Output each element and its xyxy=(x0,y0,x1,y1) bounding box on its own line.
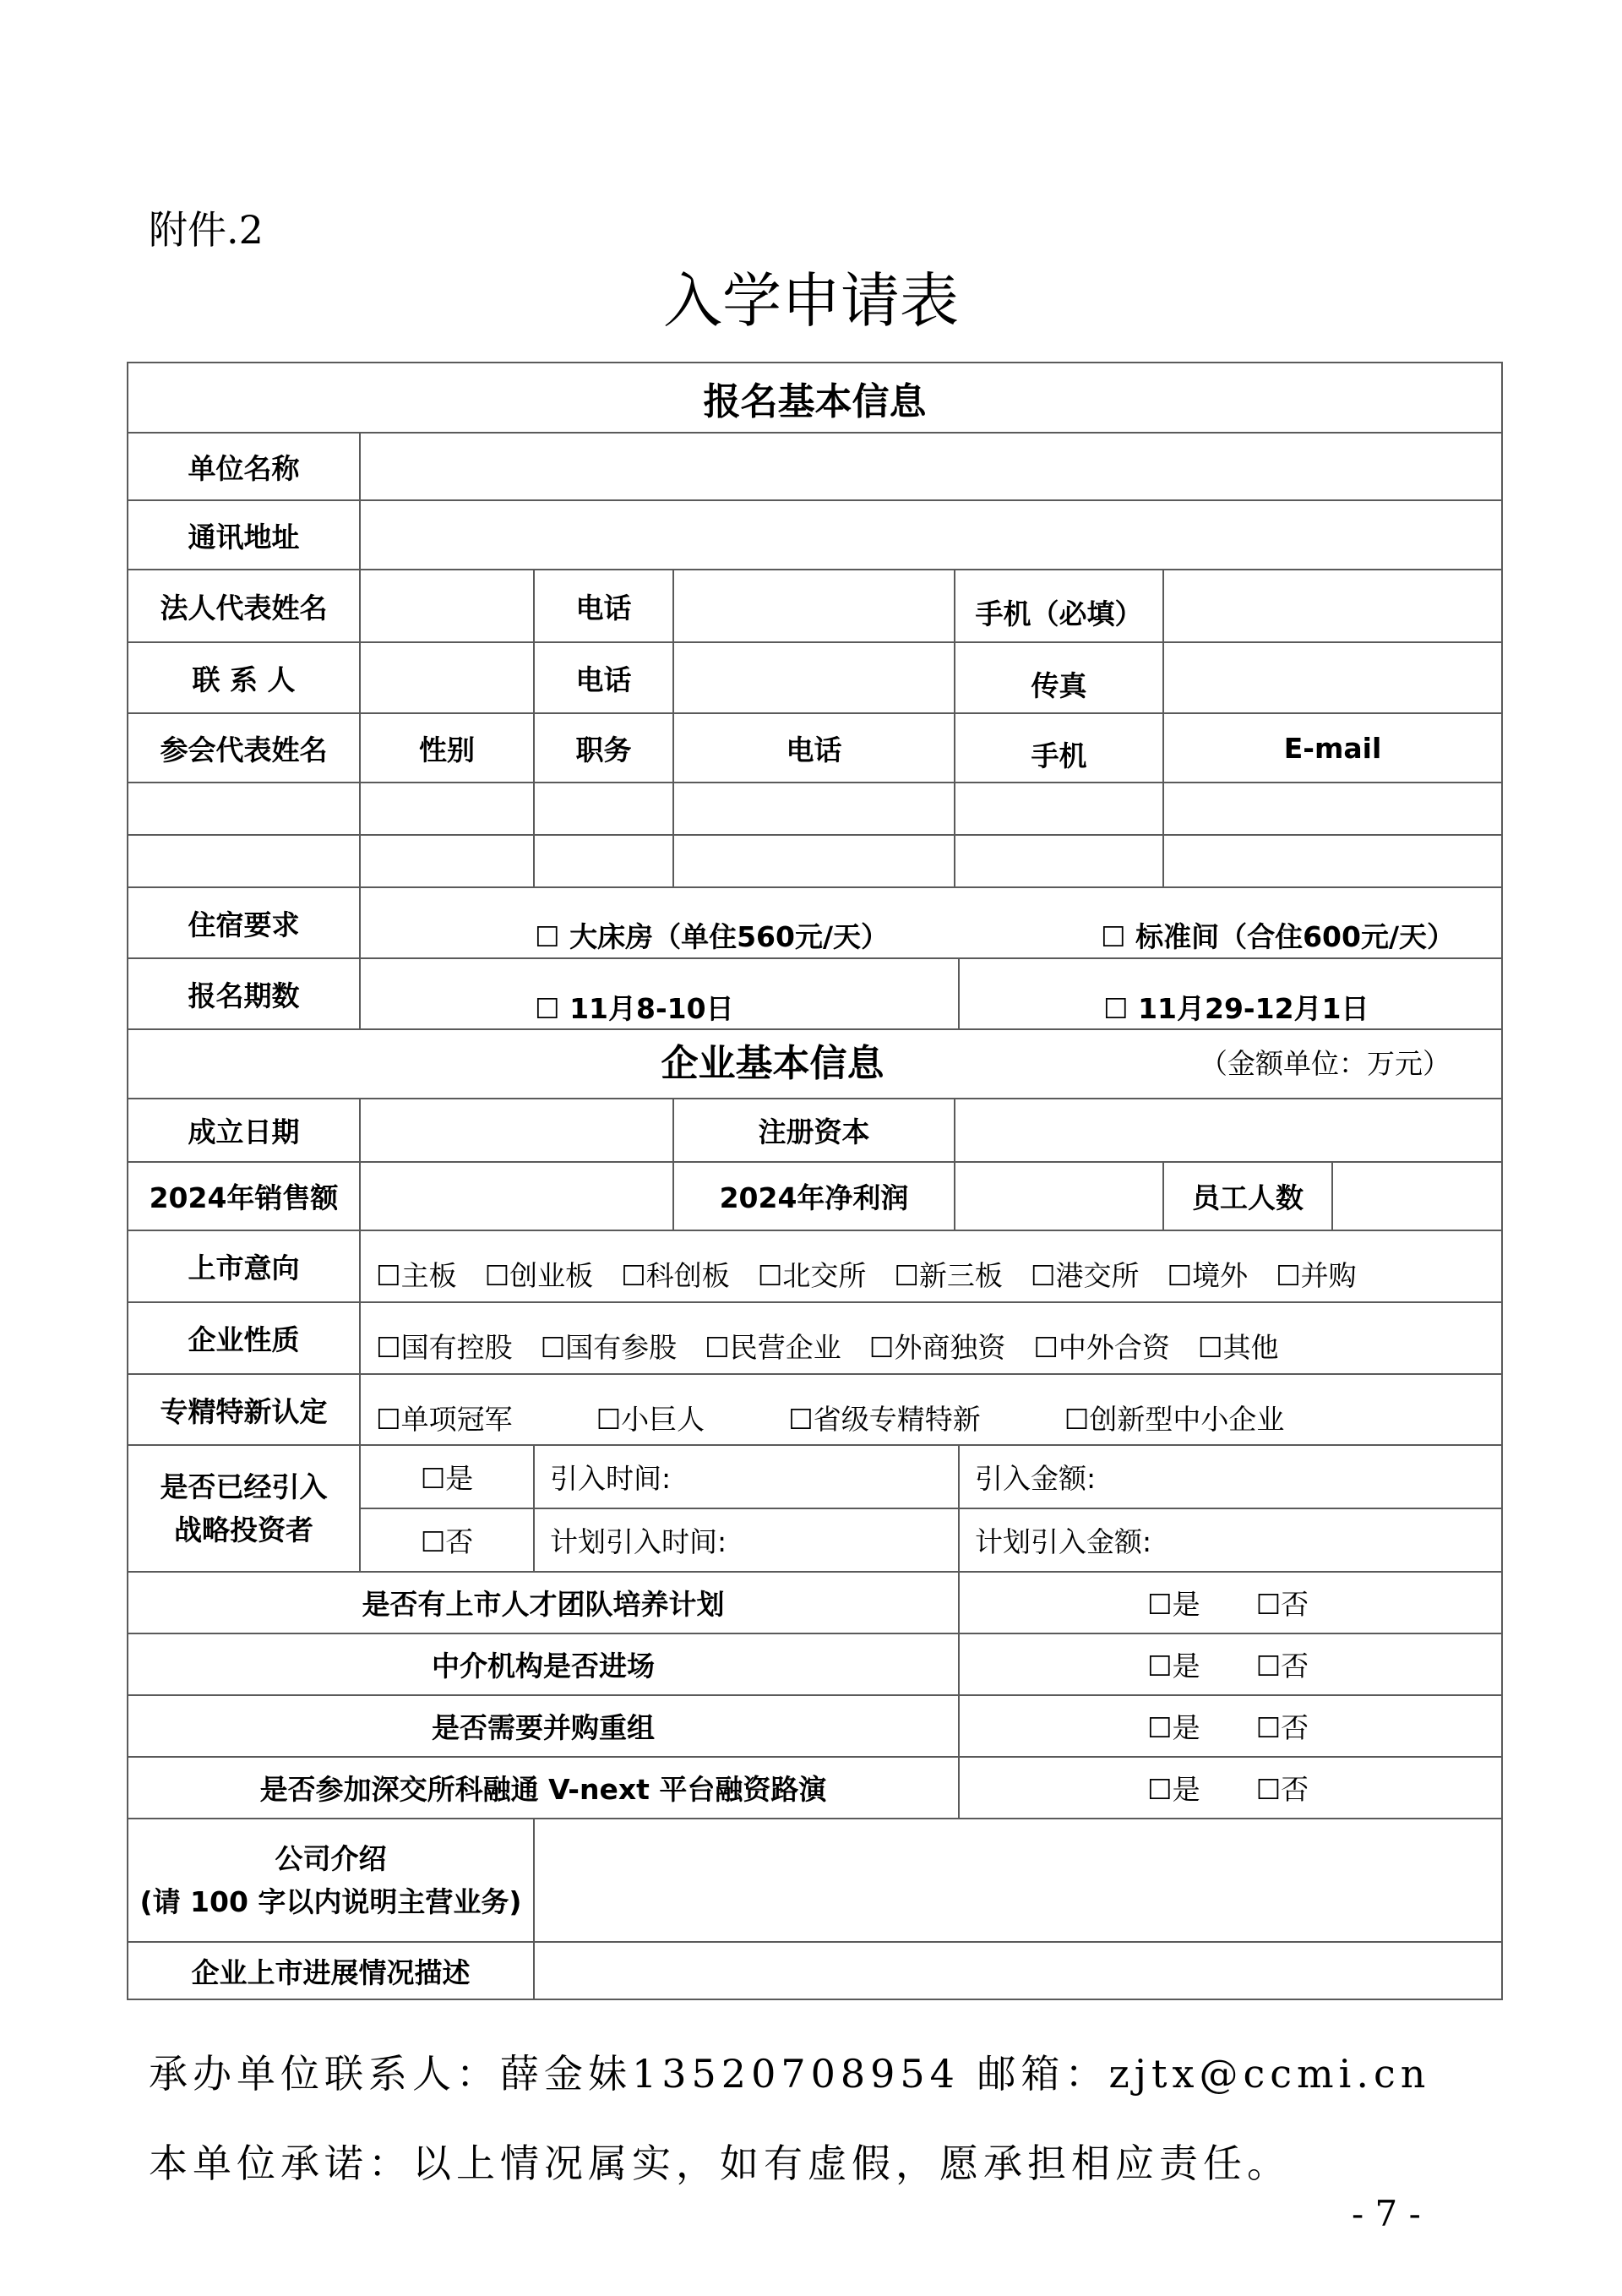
input-unit-name[interactable] xyxy=(360,433,1502,500)
attendee-row-2-name[interactable] xyxy=(128,835,360,887)
option-standard-room[interactable]: ☐ 标准间（合住600元/天） xyxy=(1101,920,1456,953)
checkbox-strategic-yes[interactable]: ☐是 xyxy=(360,1445,534,1508)
attendee-row-1-gender[interactable] xyxy=(360,783,534,835)
label-vnext-roadshow: 是否参加深交所科融通 V-next 平台融资路演 xyxy=(128,1757,959,1819)
checkbox-strategic-no[interactable]: ☐否 xyxy=(360,1508,534,1572)
specialized-options[interactable]: ☐单项冠军 ☐小巨人 ☐省级专精特新 ☐创新型中小企业 xyxy=(360,1374,1502,1445)
label-intro-time: 引入时间: xyxy=(534,1445,959,1508)
label-intro-amount: 引入金额: xyxy=(959,1445,1502,1508)
label-enterprise-nature: 企业性质 xyxy=(128,1302,360,1374)
form-title: 入学申请表 xyxy=(663,266,959,335)
input-address[interactable] xyxy=(360,500,1502,570)
label-address: 通讯地址 xyxy=(128,500,360,570)
label-employees: 员工人数 xyxy=(1163,1162,1332,1230)
label-mobile-required: 手机（必填） xyxy=(955,570,1163,642)
attendee-row-2-email[interactable] xyxy=(1163,835,1502,887)
option-session-2[interactable]: ☐ 11月29-12月1日 xyxy=(959,958,1502,1029)
input-fax[interactable] xyxy=(1163,642,1502,713)
attendee-row-2-gender[interactable] xyxy=(360,835,534,887)
label-plan-time: 计划引入时间: xyxy=(534,1508,959,1572)
talent-plan-options[interactable]: ☐是 ☐否 xyxy=(959,1572,1502,1633)
listing-intent-options[interactable]: ☐主板 ☐创业板 ☐科创板 ☐北交所 ☐新三板 ☐港交所 ☐境外 ☐并购 xyxy=(360,1230,1502,1302)
header-email: E-mail xyxy=(1163,713,1502,783)
attendee-row-2-mobile[interactable] xyxy=(955,835,1163,887)
label-lodging: 住宿要求 xyxy=(128,887,360,958)
enterprise-info-title: 企业基本信息 xyxy=(661,1042,884,1085)
input-legal-rep[interactable] xyxy=(360,570,534,642)
vnext-options[interactable]: ☐是 ☐否 xyxy=(959,1757,1502,1819)
label-contact: 联 系 人 xyxy=(128,642,360,713)
label-specialized: 专精特新认定 xyxy=(128,1374,360,1445)
label-listing-progress: 企业上市进展情况描述 xyxy=(128,1942,534,1999)
attendee-row-1-mobile[interactable] xyxy=(955,783,1163,835)
header-attendee-name: 参会代表姓名 xyxy=(128,713,360,783)
input-company-intro[interactable] xyxy=(534,1819,1502,1942)
label-fax: 传真 xyxy=(955,642,1163,713)
label-legal-phone: 电话 xyxy=(534,570,673,642)
section-enterprise-info xyxy=(128,1029,1502,1099)
ma-options[interactable]: ☐是 ☐否 xyxy=(959,1695,1502,1757)
label-capital: 注册资本 xyxy=(673,1099,955,1162)
label-sales-2024: 2024年销售额 xyxy=(128,1162,360,1230)
input-capital[interactable] xyxy=(955,1099,1502,1162)
label-profit-2024: 2024年净利润 xyxy=(673,1162,955,1230)
label-ma: 是否需要并购重组 xyxy=(128,1695,959,1757)
header-position: 职务 xyxy=(534,713,673,783)
header-mobile: 手机 xyxy=(955,713,1163,783)
attachment-label: 附件.2 xyxy=(149,207,264,253)
label-company-intro: 公司介绍 (请 100 字以内说明主营业务) xyxy=(128,1819,534,1942)
input-founded[interactable] xyxy=(360,1099,673,1162)
attendee-row-2-phone[interactable] xyxy=(673,835,955,887)
input-mobile[interactable] xyxy=(1163,570,1502,642)
label-listing-intent: 上市意向 xyxy=(128,1230,360,1302)
amount-unit-note: （金额单位：万元） xyxy=(1200,1047,1451,1080)
option-session-1[interactable]: ☐ 11月8-10日 xyxy=(360,958,959,1029)
label-contact-phone: 电话 xyxy=(534,642,673,713)
section-registration-info: 报名基本信息 xyxy=(128,363,1502,433)
label-unit-name: 单位名称 xyxy=(128,433,360,500)
attendee-row-1-phone[interactable] xyxy=(673,783,955,835)
input-sales-2024[interactable] xyxy=(360,1162,673,1230)
option-king-room[interactable]: ☐ 大床房（单住560元/天） xyxy=(535,920,890,953)
label-strategic-investor: 是否已经引入战略投资者 xyxy=(128,1445,360,1572)
attendee-row-1-name[interactable] xyxy=(128,783,360,835)
attendee-row-2-position[interactable] xyxy=(534,835,673,887)
header-phone: 电话 xyxy=(673,713,955,783)
label-agency: 中介机构是否进场 xyxy=(128,1633,959,1695)
input-employees[interactable] xyxy=(1332,1162,1502,1230)
input-contact-phone[interactable] xyxy=(673,642,955,713)
lodging-options xyxy=(360,887,1502,958)
input-contact[interactable] xyxy=(360,642,534,713)
label-founded: 成立日期 xyxy=(128,1099,360,1162)
label-talent-plan: 是否有上市人才团队培养计划 xyxy=(128,1572,959,1633)
application-form xyxy=(127,362,1503,2000)
enterprise-nature-options[interactable]: ☐国有控股 ☐国有参股 ☐民营企业 ☐外商独资 ☐中外合资 ☐其他 xyxy=(360,1302,1502,1374)
input-listing-progress[interactable] xyxy=(534,1942,1502,1999)
label-session: 报名期数 xyxy=(128,958,360,1029)
commitment-statement: 本单位承诺：以上情况属实，如有虚假，愿承担相应责任。 xyxy=(149,2141,1291,2186)
attendee-row-1-position[interactable] xyxy=(534,783,673,835)
input-legal-phone[interactable] xyxy=(673,570,955,642)
label-plan-amount: 计划引入金额: xyxy=(959,1508,1502,1572)
agency-options[interactable]: ☐是 ☐否 xyxy=(959,1633,1502,1695)
attendee-row-1-email[interactable] xyxy=(1163,783,1502,835)
page-number: - 7 - xyxy=(1352,2193,1421,2234)
header-gender: 性别 xyxy=(360,713,534,783)
input-profit-2024[interactable] xyxy=(955,1162,1163,1230)
organizer-contact: 承办单位联系人：薛金妹13520708954 邮箱：zjtx@ccmi.cn xyxy=(149,2051,1431,2097)
label-legal-rep: 法人代表姓名 xyxy=(128,570,360,642)
